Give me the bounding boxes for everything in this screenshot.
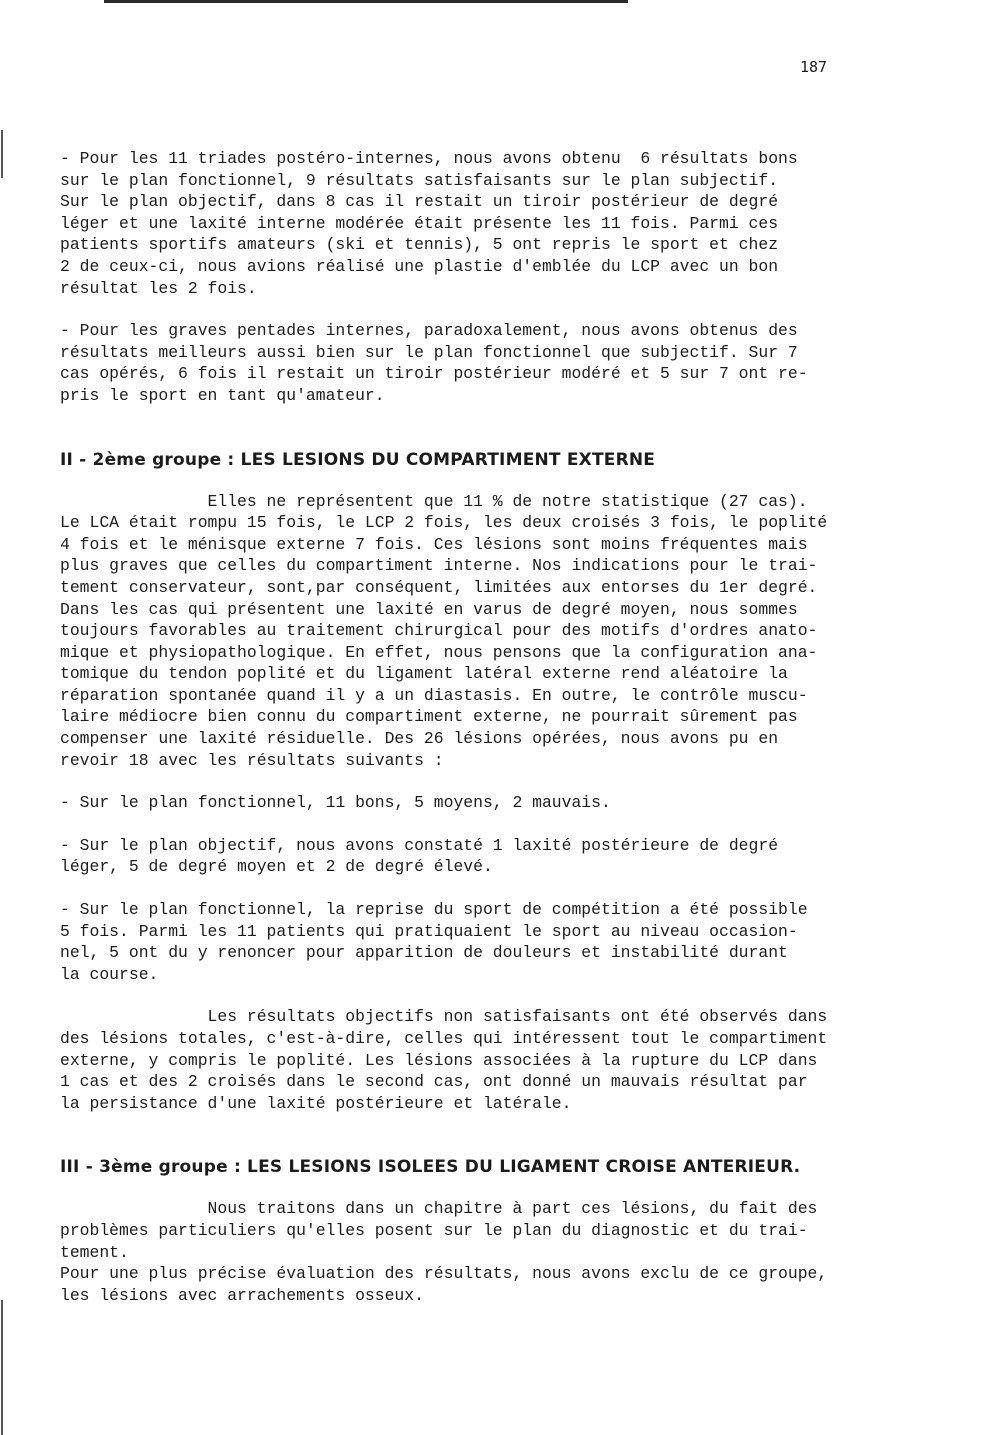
scan-margin-mark (1, 130, 3, 178)
paragraph-compartiment-externe: Elles ne représentent que 11 % de notre statistique (27 cas). Le LCA était rompu 15 fois, le LCP 2 fois, les deux croisés 3 fois, le poplité 4 fois et le ménisque externe 7 fois. Ces lésions sont moins fréquentes mais plus graves que celles du compartiment interne. Nos indications pour le trai- tement conservateur, sont,par conséquent, limitées aux entorses du 1er degré. Dans les cas qui présentent une laxité en varus de degré moyen, nous sommes toujours favorables au traitement chirurgical pour des motifs d'ordres anato- mique et physiopathologique. En effet, nous pensons que la configuration ana- tomique du tendon poplité et du ligament latéral externe rend aléatoire la réparation spontanée quand il y a un diastasis. En outre, le contrôle muscu- laire médiocre bien connu du compartiment externe, ne pourrait sûrement pas compenser une laxité résiduelle. Des 26 lésions opérées, nous avons pu en revoir 18 avec les résultats suivants : (60, 491, 828, 770)
page-body (60, 148, 940, 1306)
scan-margin-mark (1, 1300, 3, 1435)
scan-top-rule (104, 0, 628, 3)
page-number: 187 (800, 58, 828, 76)
paragraph-pentades: - Pour les graves pentades internes, paradoxalement, nous avons obtenus des résultats meilleurs aussi bien sur le plan fonctionnel que subjectif. Sur 7 cas opérés, 6 fois il restait un tiroir postérieur modéré et 5 sur 7 ont re- pris le sport en tant qu'amateur. (60, 321, 808, 405)
heading-group-2: II - 2ème groupe : LES LESIONS DU COMPARTIMENT EXTERNE (60, 449, 656, 470)
paragraph-fonctionnel: - Sur le plan fonctionnel, 11 bons, 5 moyens, 2 mauvais. (60, 793, 611, 813)
paragraph-triades: - Pour les 11 triades postéro-internes, nous avons obtenu 6 résultats bons sur le plan fonctionnel, 9 résultats satisfaisants sur le plan subjectif. Sur le plan objectif, dans 8 cas il restait un tiroir postérieur de degré léger et une laxité interne modérée était présente les 11 fois. Parmi ces patients sportifs amateurs (ski et tennis), 5 ont repris le sport et chez 2 de ceux-ci, nous avions réalisé une plastie d'emblée du LCP avec un bon résultat les 2 fois. (60, 149, 798, 298)
paragraph-reprise-sport: - Sur le plan fonctionnel, la reprise du sport de compétition a été possible 5 fois. Parmi les 11 patients qui pratiquaient le sport au niveau occasion- nel, 5 ont du y renoncer pour apparition de douleurs et instabilité durant la course. (60, 900, 808, 984)
paragraph-lca-isolees: Nous traitons dans un chapitre à part ces lésions, du fait des problèmes particuliers qu'elles posent sur le plan du diagnostic et du trai- tement. Pour une plus précise évaluation des résultats, nous avons exclu de ce groupe, les lésions avec arrachements osseux. (60, 1199, 828, 1305)
heading-group-3: III - 3ème groupe : LES LESIONS ISOLEES DU LIGAMENT CROISE ANTERIEUR. (60, 1157, 801, 1178)
paragraph-resultats-objectifs: Les résultats objectifs non satisfaisants ont été observés dans des lésions totales, c'est-à-dire, celles qui intéressent tout le compartiment externe, y compris le poplité. Les lésions associées à la rupture du LCP dans 1 cas et des 2 croisés dans le second cas, ont donné un mauvais résultat par la persistance d'une laxité postérieure et latérale. (60, 1007, 828, 1113)
paragraph-objectif: - Sur le plan objectif, nous avons constaté 1 laxité postérieure de degré léger, 5 de degré moyen et 2 de degré élevé. (60, 835, 779, 877)
